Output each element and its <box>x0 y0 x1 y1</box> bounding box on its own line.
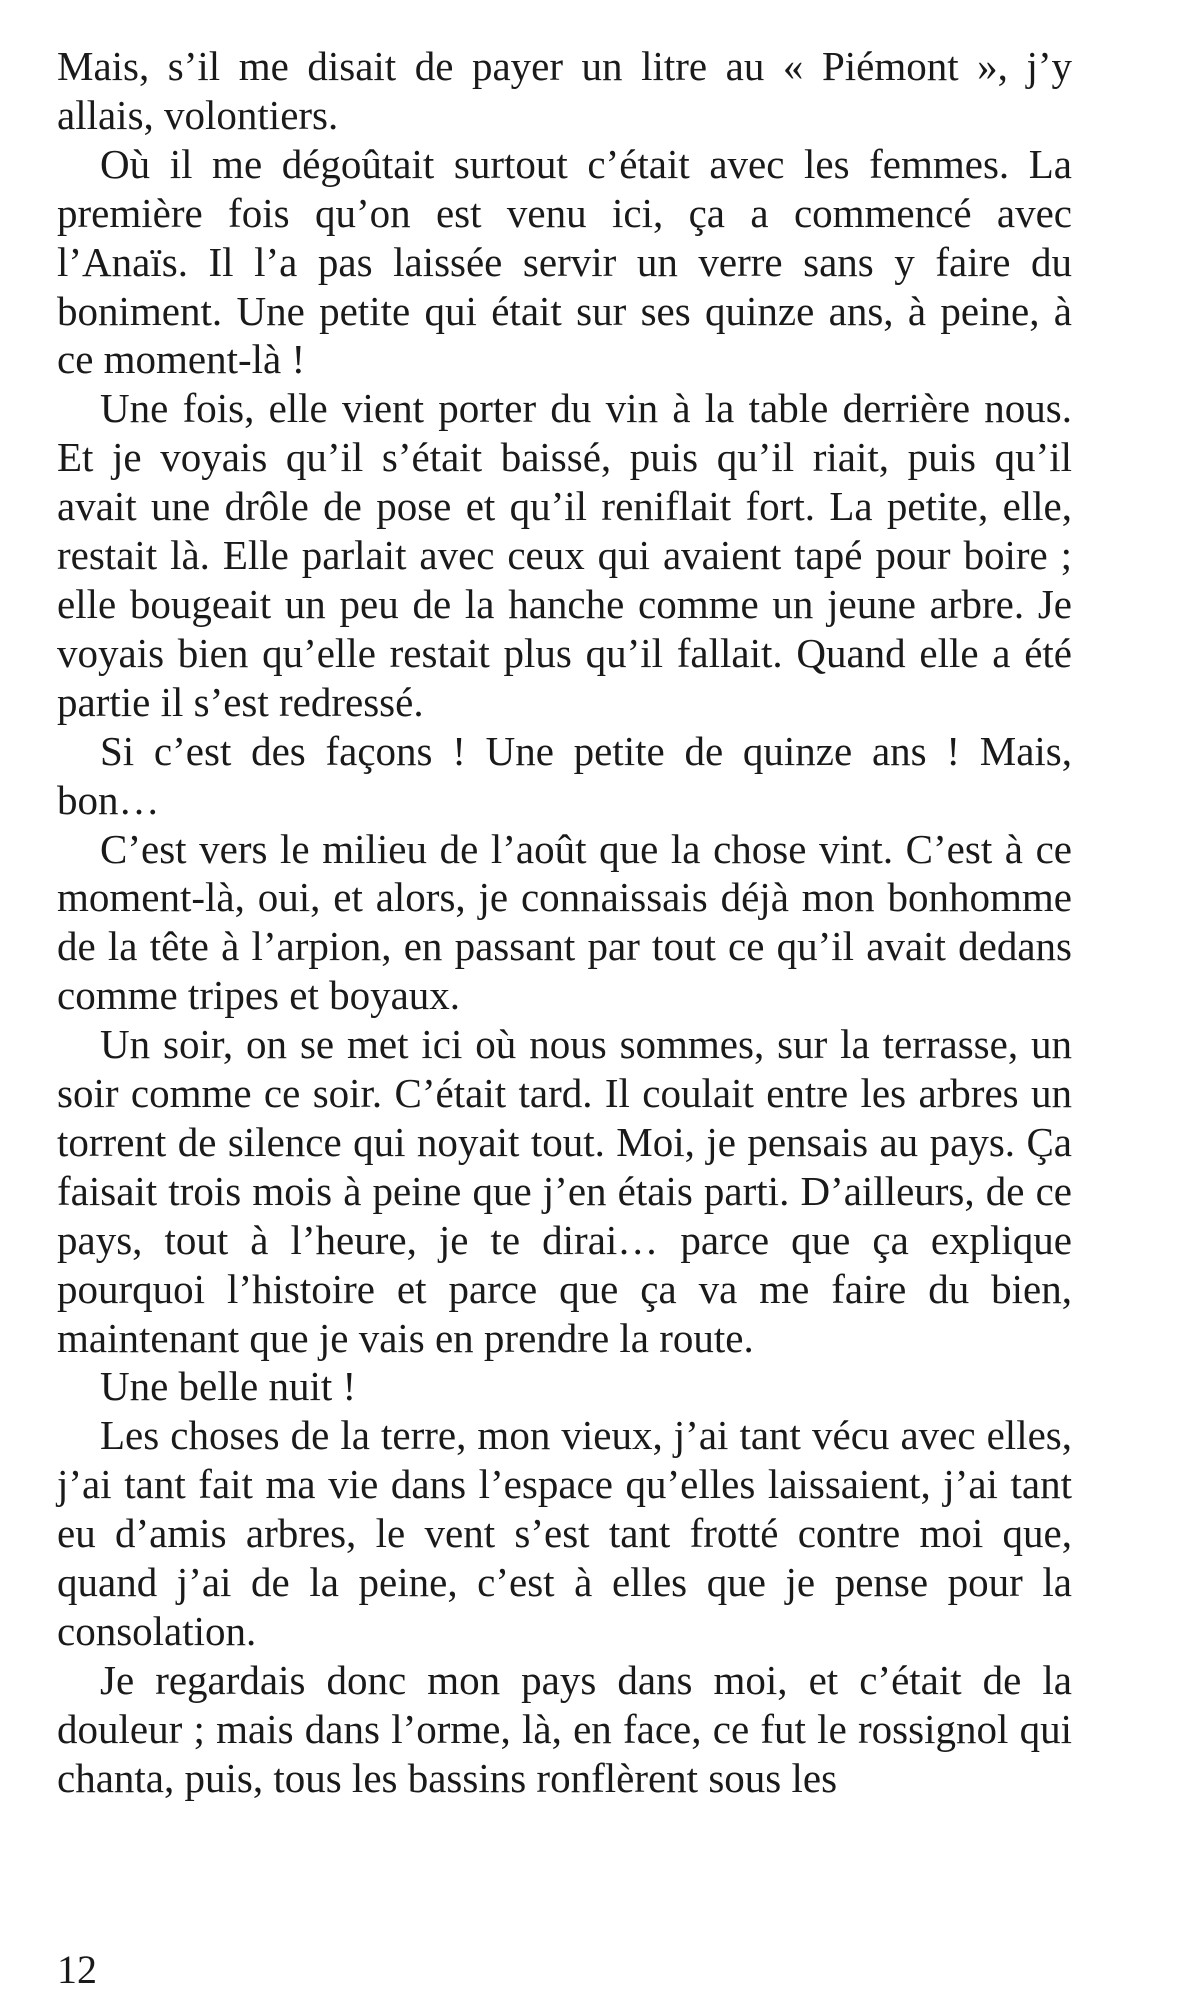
paragraph: Une belle nuit ! <box>100 1363 357 1410</box>
paragraph: C’est vers le milieu de l’août que la chose vint. C’est à ce moment-là, oui, et alors, je connaissais déjà mon bonhomme de la tête à l’arpion, en passant par tout ce qu’il avait dedans comme tripes et boyaux. <box>57 825 1072 1019</box>
paragraph: Les choses de la terre, mon vieux, j’ai tant vécu avec elles, j’ai tant fait ma vie dans l’espace qu’elles laissaient, j’ai tant eu d’amis arbres, le vent s’est tant frotté contre moi que, quand j’ai de la peine, c’est à elles que je pense pour la consolation. <box>57 1412 1072 1654</box>
paragraph: Mais, s’il me disait de payer un litre au « Piémont », j’y allais, volontiers. <box>57 43 1072 138</box>
paragraph: Où il me dégoûtait surtout c’était avec les femmes. La première fois qu’on est venu ici, ça a commencé avec l’Anaïs. Il l’a pas laissée servir un verre sans y faire du boniment. Une petite qui était sur ses quinze ans, à peine, à ce moment-là ! <box>57 140 1072 383</box>
page-number: 12 <box>57 1947 97 1992</box>
paragraph: Si c’est des façons ! Une petite de quinze ans ! Mais, bon… <box>57 727 1072 823</box>
body-text <box>57 42 1072 1803</box>
paragraph: Une fois, elle vient porter du vin à la table derrière nous. Et je voyais qu’il s’était baissé, puis qu’il riait, puis qu’il avait une drôle de pose et qu’il reniflait fort. La petite, elle, restait là. Elle parlait avec ceux qui avaient tapé pour boire ; elle bougeait un peu de la hanche comme un jeune arbre. Je voyais bien qu’elle restait plus qu’il fallait. Quand elle a été partie il s’est redressé. <box>57 385 1072 725</box>
paragraph: Un soir, on se met ici où nous sommes, sur la terrasse, un soir comme ce soir. C’était tard. Il coulait entre les arbres un torrent de silence qui noyait tout. Moi, je pensais au pays. Ça faisait trois mois à peine que j’en étais parti. D’ailleurs, de ce pays, tout à l’heure, je te dirai… parce que ça explique pourquoi l’histoire et parce que ça va me faire du bien, maintenant que je vais en prendre la route. <box>57 1021 1072 1361</box>
paragraph: Je regardais donc mon pays dans moi, et c’était de la douleur ; mais dans l’orme, là, en face, ce fut le rossignol qui chanta, puis, tous les bassins ronflèrent sous les <box>57 1656 1072 1801</box>
